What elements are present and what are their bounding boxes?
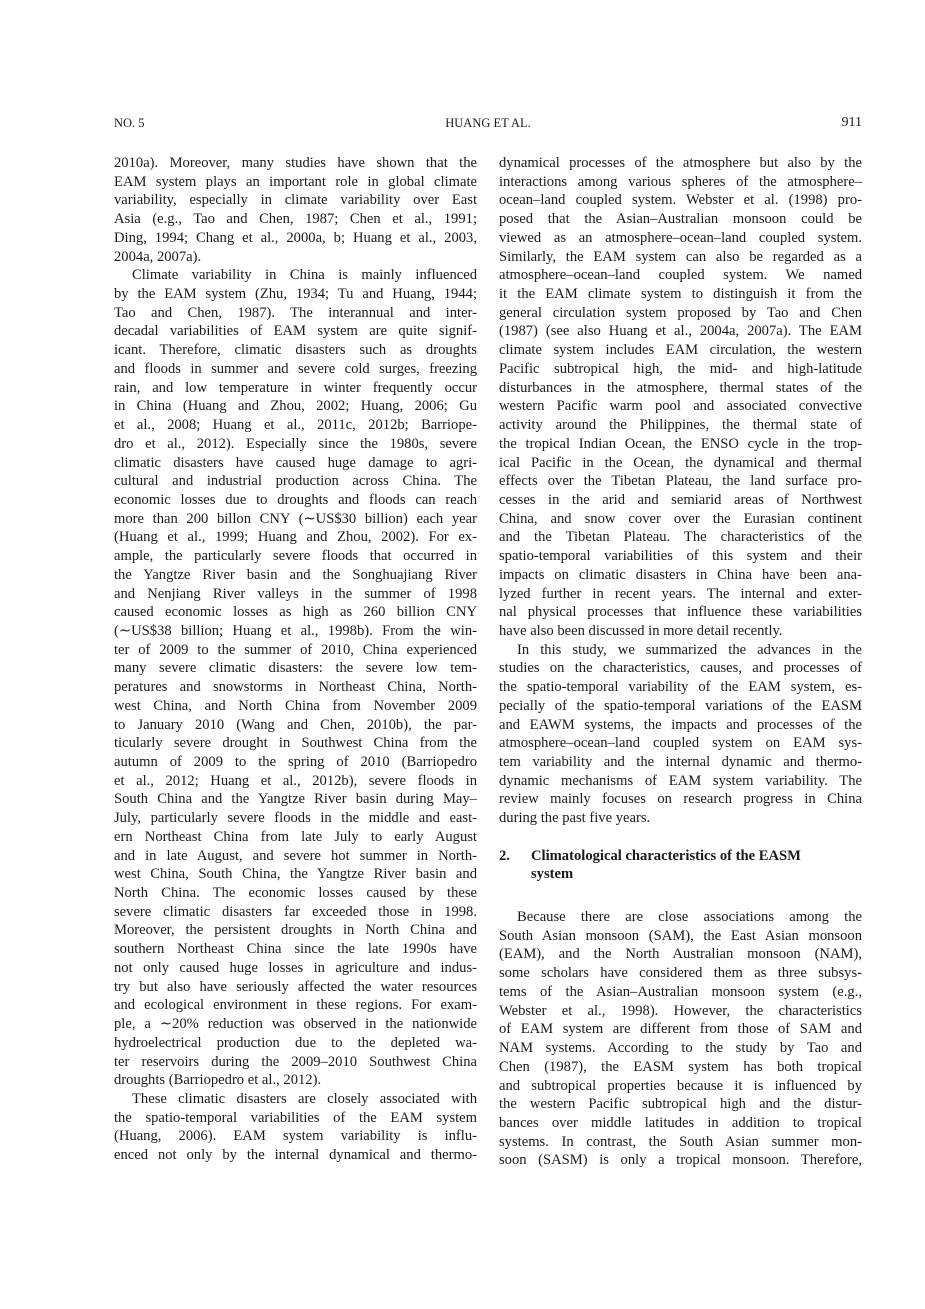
page-number: 911 <box>841 115 862 130</box>
text-line: western Pacific warm pool and associated convective <box>499 398 862 415</box>
text-line: Pacific subtropical high, the mid- and high-latitude <box>499 360 862 377</box>
text-line: ample, the particularly severe floods that occurred in <box>114 548 477 565</box>
text-line: and EAWM systems, the impacts and processes of the <box>499 716 862 733</box>
text-line: Moreover, the persistent droughts in North China and <box>114 922 477 939</box>
text-line: These climatic disasters are closely associated with <box>132 1090 477 1107</box>
text-line: southern Northeast China since the late 1990s have <box>114 941 477 958</box>
text-line: autumn of 2009 to the spring of 2010 (Barriopedro <box>114 754 477 770</box>
text-line: activity around the Philippines, the thermal state of <box>499 417 862 434</box>
text-line: NAM systems. According to the study by Tao and <box>499 1040 862 1057</box>
text-line: et al., 2008; Huang et al., 2011c, 2012b; Barriope- <box>114 417 477 434</box>
text-line: Webster et al., 1998). However, the characteristics <box>499 1002 862 1019</box>
text-line: dynamical processes of the atmosphere but also by the <box>499 155 862 171</box>
text-line: enced not only by the internal dynamical and thermo- <box>114 1147 477 1164</box>
text-line: studies on the characteristics, causes, and processes of <box>499 660 862 677</box>
text-line: systems. In contrast, the South Asian summer mon- <box>499 1133 862 1150</box>
text-line: dro et al., 2012). Especially since the 1980s, severe <box>114 435 477 452</box>
text-line: spatio-temporal variabilities of this system and their <box>499 548 862 565</box>
text-line: posed that the Asian–Australian monsoon could be <box>499 211 862 228</box>
spacer <box>499 828 862 847</box>
text-line: (Huang et al., 1999; Huang and Zhou, 2002). For ex- <box>114 529 477 546</box>
text-line: Climate variability in China is mainly influenced <box>132 267 477 284</box>
text-line: some scholars have considered them as three subsys- <box>499 965 862 982</box>
text-line: ple, a ∼20% reduction was observed in the nationwide <box>114 1016 477 1033</box>
text-line: caused economic losses as high as 260 billion CNY <box>114 604 477 621</box>
text-line: more than 200 billon CNY (∼US$30 billion) each year <box>114 510 477 527</box>
text-line: climate system includes EAM circulation, the western <box>499 342 862 359</box>
section-heading <box>499 847 862 866</box>
text-line: and ecological environment in these regions. For exam- <box>114 997 477 1014</box>
text-line: tem variability and the internal dynamic and thermo- <box>499 754 862 770</box>
text-line: hydroelectrical production due to the depleted wa- <box>114 1034 477 1051</box>
text-line: (1987) (see also Huang et al., 2004a, 2007a). The EAM <box>499 323 862 340</box>
left-column <box>114 154 477 1165</box>
text-line: interactions among various spheres of the atmosphere– <box>499 173 862 190</box>
text-line: dynamic mechanisms of EAM system variability. The <box>499 772 862 789</box>
text-line: 2010a). Moreover, many studies have shown that the <box>114 155 477 171</box>
text-line: atmosphere–ocean–land coupled system. We named <box>499 267 862 284</box>
text-line: et al., 2012; Huang et al., 2012b), severe floods in <box>114 772 477 789</box>
text-line: and the Tibetan Plateau. The characteristics of the <box>499 529 862 546</box>
text-line: review mainly focuses on research progress in China <box>499 791 862 808</box>
running-header <box>114 116 862 134</box>
running-title: HUANG ET AL. <box>445 116 531 130</box>
text-line: the western Pacific subtropical high and the distur- <box>499 1096 862 1113</box>
text-line: Ding, 1994; Chang et al., 2000a, b; Huang et al., 2003, <box>114 229 477 246</box>
text-line: the Yangtze River basin and the Songhuajiang River <box>114 566 477 583</box>
text-line: to January 2010 (Wang and Chen, 2010b), the par- <box>114 716 477 733</box>
text-line: viewed as an atmosphere–ocean–land coupled system. <box>499 229 862 246</box>
text-line: North China. The economic losses caused by these <box>114 885 477 902</box>
section-number: 2. <box>499 847 510 864</box>
text-line: bances over middle latitudes in addition to tropical <box>499 1114 862 1131</box>
text-line: soon (SASM) is only a tropical monsoon. Therefore, <box>499 1152 862 1169</box>
text-line: In this study, we summarized the advances in the <box>517 641 862 658</box>
text-line: EAM system plays an important role in global climate <box>114 173 477 190</box>
text-line: (∼US$38 billion; Huang et al., 1998b). From the win- <box>114 622 477 639</box>
text-line: China, and snow cover over the Eurasian continent <box>499 510 862 527</box>
text-line: climatic disasters have caused huge damage to agri- <box>114 454 477 471</box>
text-line: decadal variabilities of EAM system are quite signif- <box>114 323 477 340</box>
text-line: ter of 2009 to the summer of 2010, China experienced <box>114 641 477 658</box>
text-line: ern Northeast China from late July to early August <box>114 828 477 845</box>
right-column <box>499 154 862 1170</box>
text-line: severe climatic disasters far exceeded those in 1998. <box>114 903 477 920</box>
text-line: Similarly, the EAM system can also be regarded as a <box>499 248 862 265</box>
text-line: Tao and Chen, 1987). The interannual and inter- <box>114 304 477 321</box>
text-line: it the EAM climate system to distinguish it from the <box>499 286 862 303</box>
text-line: (Huang, 2006). EAM system variability is influ- <box>114 1128 477 1145</box>
text-line: cesses in the arid and semiarid areas of Northwest <box>499 491 862 508</box>
text-line: atmosphere–ocean–land coupled system on EAM sys- <box>499 735 862 752</box>
text-line: economic losses due to droughts and floods can reach <box>114 491 477 508</box>
text-line: impacts on climatic disasters in China have been ana- <box>499 566 862 583</box>
text-line: the spatio-temporal variabilities of the EAM system <box>114 1109 477 1126</box>
text-line: try but also have seriously affected the water resources <box>114 978 477 995</box>
text-line: many severe climatic disasters: the severe low tem- <box>114 660 477 677</box>
text-line: rain, and low temperature in winter frequently occur <box>114 379 477 396</box>
text-line: and in late August, and severe hot summer in North- <box>114 847 477 864</box>
text-line: July, particularly severe floods in the middle and east- <box>114 810 477 827</box>
text-line: nal physical processes that influence these variabilities <box>499 604 862 621</box>
text-line: pecially of the spatio-temporal variations of the EASM <box>499 697 862 714</box>
text-line: effects over the Tibetan Plateau, the land surface pro- <box>499 473 862 490</box>
text-line: disturbances in the atmosphere, thermal states of the <box>499 379 862 396</box>
issue-number: NO. 5 <box>114 116 145 130</box>
text-line: variability, especially in climate variability over East <box>114 192 477 209</box>
text-line: general circulation system proposed by Tao and Chen <box>499 304 862 321</box>
text-line: in China (Huang and Zhou, 2002; Huang, 2006; Gu <box>114 398 477 415</box>
text-line: have also been discussed in more detail recently. <box>499 622 783 639</box>
text-line: the tropical Indian Ocean, the ENSO cycle in the trop- <box>499 435 862 452</box>
text-line: not only caused huge losses in agriculture and indus- <box>114 959 477 976</box>
text-line: and Nenjiang River valleys in the summer of 1998 <box>114 585 477 602</box>
text-line: and floods in summer and severe cold surges, freezing <box>114 360 477 377</box>
text-line: ical Pacific in the Ocean, the dynamical and thermal <box>499 454 862 471</box>
section-title: Climatological characteristics of the EASM <box>531 847 801 864</box>
text-line: lyzed further in recent years. The internal and exter- <box>499 585 862 602</box>
text-line: ocean–land coupled system. Webster et al. (1998) pro- <box>499 192 862 209</box>
spacer <box>499 884 862 908</box>
text-line: and subtropical properties because it is influenced by <box>499 1077 862 1094</box>
text-line: of EAM system are different from those of SAM and <box>499 1021 862 1038</box>
text-line: west China, and North China from November 2009 <box>114 697 477 714</box>
text-line: South China and the Yangtze River basin during May– <box>114 791 477 808</box>
text-line: west China, South China, the Yangtze River basin and <box>114 866 477 883</box>
text-line: (EAM), and the North Australian monsoon (NAM), <box>499 946 862 963</box>
text-line: droughts (Barriopedro et al., 2012). <box>114 1072 322 1089</box>
text-line: South Asian monsoon (SAM), the East Asian monsoon <box>499 927 862 944</box>
text-line: ticularly severe drought in Southwest China from the <box>114 735 477 752</box>
text-line: Asia (e.g., Tao and Chen, 1987; Chen et al., 1991; <box>114 211 477 228</box>
text-line: by the EAM system (Zhu, 1934; Tu and Huang, 1944; <box>114 286 477 303</box>
text-line: the spatio-temporal variability of the EAM system, es- <box>499 679 862 696</box>
text-line: during the past five years. <box>499 810 651 827</box>
text-line: cultural and industrial production across China. The <box>114 473 477 490</box>
text-line: peratures and snowstorms in Northeast China, North- <box>114 679 477 696</box>
text-line: tems of the Asian–Australian monsoon system (e.g., <box>499 983 862 1000</box>
text-line: 2004a, 2007a). <box>114 248 202 265</box>
section-title-continuation: system <box>531 866 574 883</box>
text-line: ter reservoirs during the 2009–2010 Southwest China <box>114 1053 477 1070</box>
text-line: icant. Therefore, climatic disasters such as droughts <box>114 342 477 359</box>
text-line: Chen (1987), the EASM system has both tropical <box>499 1058 862 1075</box>
text-line: Because there are close associations among the <box>517 909 862 926</box>
